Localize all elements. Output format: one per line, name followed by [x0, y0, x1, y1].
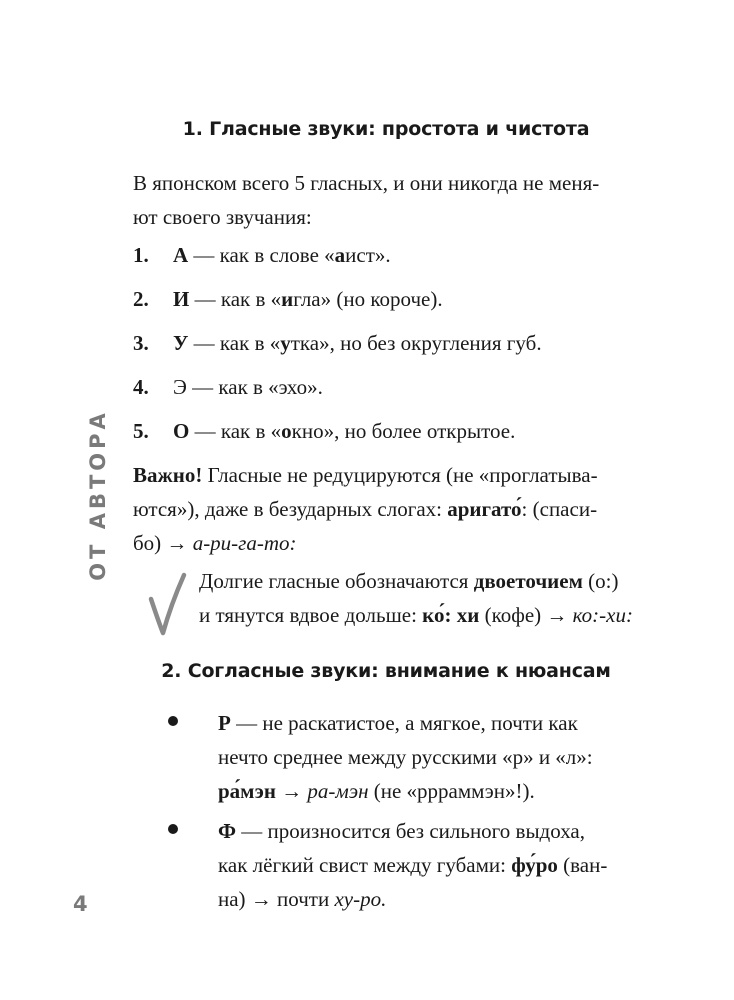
section-2-heading: 2. Согласные звуки: внимание к нюансам [161, 660, 611, 682]
section-1-intro [133, 166, 639, 234]
consonant-r-item: Р — не раскатистое, а мягкое, почти как нечто среднее между русскими «р» и «л»: ра́мэн → ра-мэн (не «ррраммэн»!). [218, 711, 593, 803]
consonant-f-item: Ф — произносится без сильного выдоха, как лёгкий свист между губами: фу́ро (ван- на) → почти ху-ро. [218, 819, 608, 911]
page-number: 4 [73, 892, 88, 916]
bullet-icon [168, 716, 178, 726]
long-vowel-note: Долгие гласные обозначаются двоеточием (о:) и тянутся вдвое дольше: ко́: хи (кофе) → ко:-хи: [199, 569, 633, 627]
bullet-icon [168, 824, 178, 834]
section-1-heading: 1. Гласные звуки: простота и чистота [182, 118, 590, 140]
checkmark-icon [146, 571, 188, 637]
important-label: Важно! [133, 463, 203, 487]
intro-line-1: В японском всего 5 гласных, и они никогда не меня- [133, 171, 600, 195]
important-note: Важно! Гласные не редуцируются (не «проглатыва- ются»), даже в безударных слогах: аригато́: (спаси- бо) → а-ри-га-то: [133, 463, 598, 555]
intro-line-2: ют своего звучания: [133, 205, 312, 229]
